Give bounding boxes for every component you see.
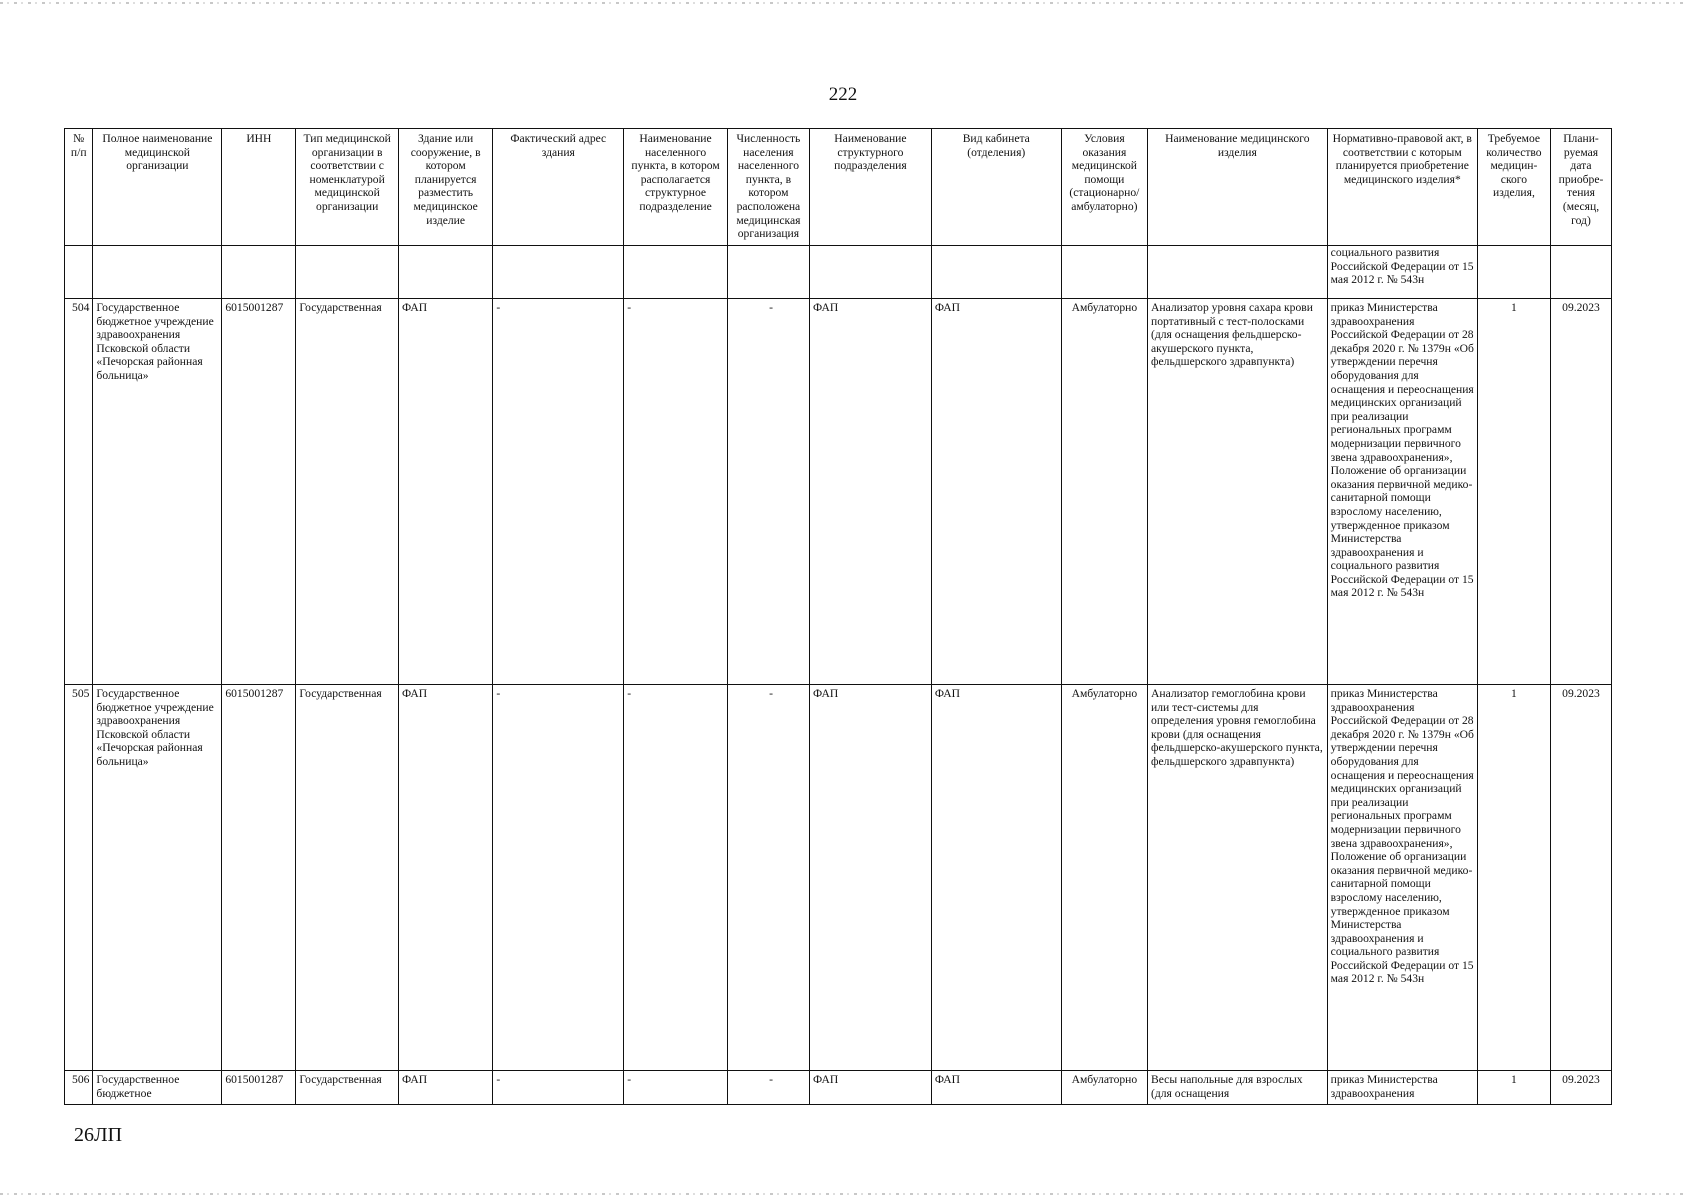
row-unit: ФАП	[810, 1071, 932, 1105]
scan-edge-bottom	[0, 1193, 1686, 1195]
row-org: Государственное бюджетное учреждение здравоохранения Псковской области «Печорская районная больница»	[93, 685, 222, 1071]
row-act: приказ Министерства здравоохранения Российской Федерации от 28 декабря 2020 г. № 1379н «Об утверждении перечня оборудования для оснащения и переоснащения медицинских организаций при реализации региональных программ модернизации первичного звена здравоохранения», Положение об организации оказания первичной медико-санитарной помощи взрослому населению, утвержденное приказом Министерства здравоохранения и социального развития Российской Федерации от 15 мая 2012 г. № 543н	[1327, 299, 1477, 685]
row-org: Государственное бюджетное учреждение здравоохранения Псковской области «Печорская районная больница»	[93, 299, 222, 685]
row-num: 504	[65, 299, 93, 685]
row-unit: ФАП	[810, 299, 932, 685]
row-building: ФАП	[398, 685, 492, 1071]
continuation-act-text: социального развития Российской Федерации от 15 мая 2012 г. № 543н	[1330, 246, 1474, 287]
header-address: Фактический адрес здания	[493, 129, 624, 246]
table-row	[65, 1071, 1612, 1105]
row-type: Государственная	[296, 685, 399, 1071]
row-act: приказ Министерства здравоохранения Российской Федерации от 28 декабря 2020 г. № 1379н «Об утверждении перечня оборудования для оснащения и переоснащения медицинских организаций при реализации региональных программ модернизации первичного звена здравоохранения», Положение об организации оказания первичной медико-санитарной помощи взрослому населению, утвержденное приказом Министерства здравоохранения и социального развития Российской Федерации от 15 мая 2012 г. № 543н	[1327, 685, 1477, 1071]
row-date: 09.2023	[1550, 1071, 1611, 1105]
header-date: Плани-руемая дата приобре-тения (месяц, год)	[1550, 129, 1611, 246]
header-conditions: Условия оказания медицинской помощи (стационарно/ амбулаторно)	[1061, 129, 1147, 246]
header-num: № п/п	[65, 129, 93, 246]
header-org: Полное наименование медицинской организации	[93, 129, 222, 246]
row-date: 09.2023	[1550, 685, 1611, 1071]
row-building: ФАП	[398, 299, 492, 685]
row-device: Весы напольные для взрослых (для оснащения	[1148, 1071, 1328, 1105]
row-num: 506	[65, 1071, 93, 1105]
header-act: Нормативно-правовой акт, в соответствии с которым планируется приобретение медицинского изделия*	[1327, 129, 1477, 246]
row-cabinet: ФАП	[931, 685, 1061, 1071]
header-settlement: Наименование населенного пункта, в котором располагается структурное подразделение	[624, 129, 728, 246]
page-number: 222	[828, 84, 858, 105]
continuation-row	[65, 246, 1612, 299]
row-org: Государственное бюджетное	[93, 1071, 222, 1105]
row-population: -	[727, 685, 809, 1071]
row-unit: ФАП	[810, 685, 932, 1071]
table-header-row	[65, 129, 1612, 246]
row-address: -	[493, 685, 624, 1071]
row-cabinet: ФАП	[931, 1071, 1061, 1105]
row-inn: 6015001287	[222, 299, 296, 685]
equipment-table	[64, 128, 1612, 1105]
header-building: Здание или сооружение, в котором планируется разместить медицинское изделие	[398, 129, 492, 246]
row-population: -	[727, 1071, 809, 1105]
row-conditions: Амбулаторно	[1061, 685, 1147, 1071]
row-type: Государственная	[296, 1071, 399, 1105]
document-code: 26ЛП	[74, 1124, 123, 1146]
header-device: Наименование медицинского изделия	[1148, 129, 1328, 246]
row-device: Анализатор уровня сахара крови портативный с тест-полосками (для оснащения фельдшерско-акушерского пункта, фельдшерского здравпункта)	[1148, 299, 1328, 685]
row-population: -	[727, 299, 809, 685]
row-cabinet: ФАП	[931, 299, 1061, 685]
row-settlement: -	[624, 299, 728, 685]
row-date: 09.2023	[1550, 299, 1611, 685]
header-cabinet: Вид кабинета (отделения)	[931, 129, 1061, 246]
header-unit: Наименование структурного подразделения	[810, 129, 932, 246]
row-conditions: Амбулаторно	[1061, 299, 1147, 685]
row-settlement: -	[624, 685, 728, 1071]
row-qty: 1	[1477, 685, 1550, 1071]
header-inn: ИНН	[222, 129, 296, 246]
row-address: -	[493, 1071, 624, 1105]
row-conditions: Амбулаторно	[1061, 1071, 1147, 1105]
scan-edge-top	[0, 2, 1686, 4]
row-num: 505	[65, 685, 93, 1071]
row-device: Анализатор гемоглобина крови или тест-системы для определения уровня гемоглобина крови (для оснащения фельдшерско-акушерского пункта, фельдшерского здравпункта)	[1148, 685, 1328, 1071]
table-row	[65, 685, 1612, 1071]
row-settlement: -	[624, 1071, 728, 1105]
header-qty: Требуемое количество медицин-ского изделия,	[1477, 129, 1550, 246]
row-building: ФАП	[398, 1071, 492, 1105]
row-inn: 6015001287	[222, 1071, 296, 1105]
row-qty: 1	[1477, 299, 1550, 685]
header-population: Численность населения населенного пункта, в котором расположена медицинская организация	[727, 129, 809, 246]
row-act: приказ Министерства здравоохранения	[1327, 1071, 1477, 1105]
row-qty: 1	[1477, 1071, 1550, 1105]
row-address: -	[493, 299, 624, 685]
row-inn: 6015001287	[222, 685, 296, 1071]
table-row	[65, 299, 1612, 685]
row-type: Государственная	[296, 299, 399, 685]
header-type: Тип медицинской организации в соответствии с номенклатурой медицинской организации	[296, 129, 399, 246]
